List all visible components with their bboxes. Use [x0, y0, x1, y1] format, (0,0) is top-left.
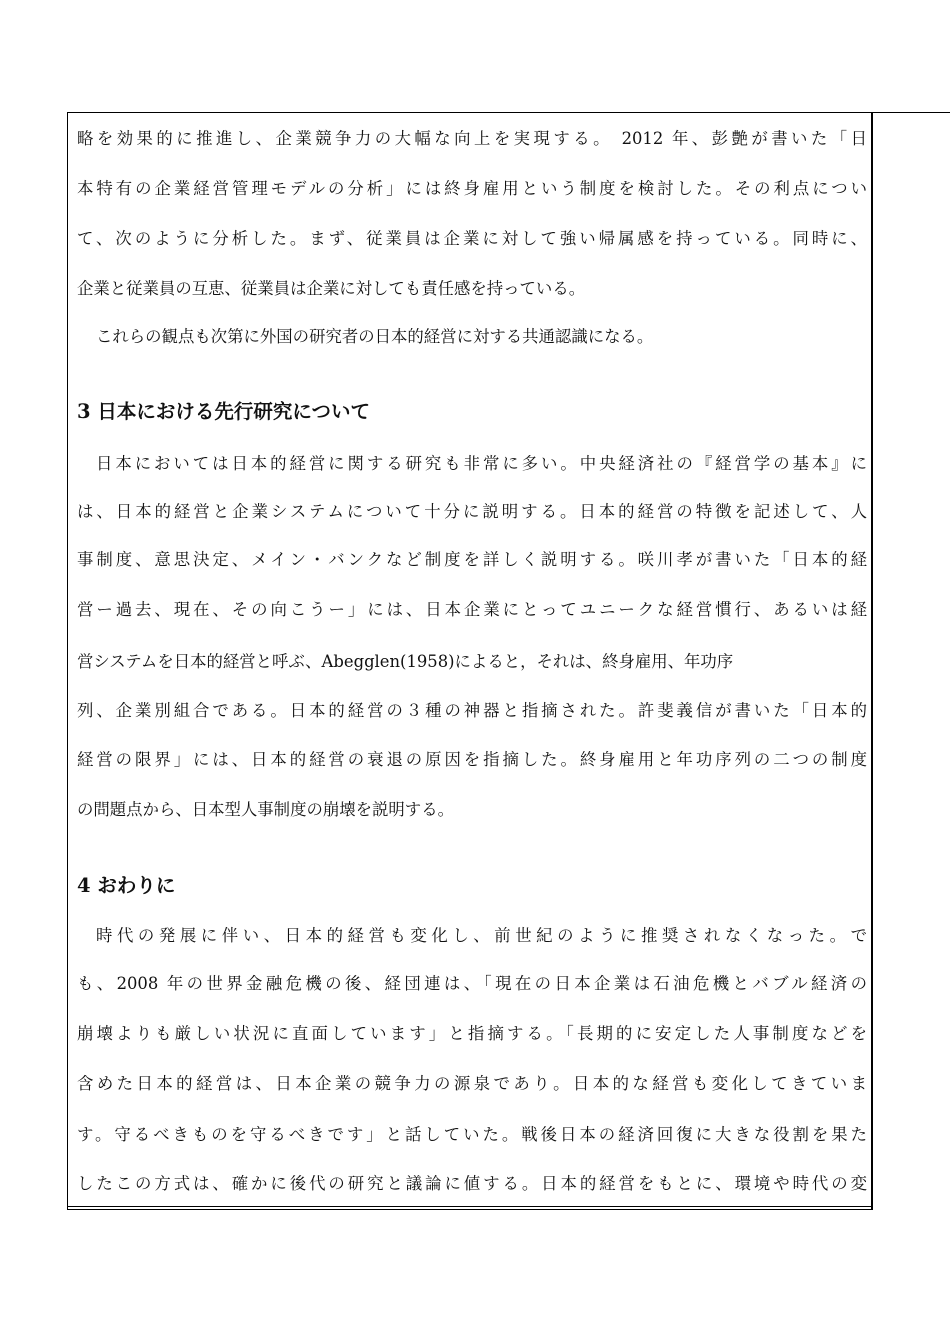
section-heading-3: 3 日本における先行研究について [77, 400, 370, 423]
text-line: す。守るべきものを守るべきです」と話していた。戦後日本の経済回復に大きな役割を果た [77, 1125, 867, 1144]
text-line: 営システムを日本的経営と呼ぶ、Abegglen(1958)によると，それは、終身雇用、年功序 [77, 652, 734, 671]
text-line: 崩壊よりも厳しい状況に直面しています」と指摘する。「長期的に安定した人事制度などを [77, 1024, 867, 1043]
text-line: 時代の発展に伴い、日本的経営も変化し、前世紀のように推奨されなくなった。で [96, 926, 867, 945]
text-line: は、日本的経営と企業システムについて十分に説明する。日本的経営の特徴を記述して、人 [77, 502, 867, 521]
text-line: 日本においては日本的経営に関する研究も非常に多い。中央経済社の『経営学の基本』に [96, 454, 867, 473]
text-line: 経営の限界」には、日本的経営の衰退の原因を指摘した。終身雇用と年功序列の二つの制度 [77, 750, 867, 769]
text-line: て、次のように分析した。まず、従業員は企業に対して強い帰属感を持っている。同時に、 [77, 229, 867, 248]
text-line: 略を効果的に推進し、企業競争力の大幅な向上を実現する。 2012 年、彭艶が書いた「日 [77, 129, 867, 148]
text-line: 企業と従業員の互恵、従業員は企業に対しても責任感を持っている。 [77, 279, 586, 298]
text-line: 事制度、意思決定、メイン・バンクなど制度を詳しく説明する。咲川孝が書いた「日本的経 [77, 550, 867, 569]
text-line: も、2008 年の世界金融危機の後、経団連は、「現在の日本企業は石油危機とバブル経済の [77, 974, 867, 993]
text-line: したこの方式は、確かに後代の研究と議論に値する。日本的経営をもとに、環境や時代の変 [77, 1174, 867, 1193]
text-line: の問題点から、日本型人事制度の崩壊を説明する。 [77, 800, 454, 819]
side-column [871, 112, 950, 1210]
section-heading-4: 4 おわりに [77, 874, 176, 897]
text-line: 本特有の企業経営管理モデルの分析」には終身雇用という制度を検討した。その利点につい [77, 179, 867, 198]
text-line: 営ー過去、現在、その向こうー」には、日本企業にとってユニークな経営慣行、あるいは経 [77, 600, 867, 619]
text-line: 列、企業別組合である。日本的経営の３種の神器と指摘された。許斐義信が書いた「日本的 [77, 701, 867, 720]
paragraph-common: これらの観点も次第に外国の研究者の日本的経営に対する共通認識になる。 [96, 327, 654, 346]
text-line: 含めた日本的経営は、日本企業の競争力の源泉であり。日本的な経営も変化してきていま [77, 1074, 867, 1093]
